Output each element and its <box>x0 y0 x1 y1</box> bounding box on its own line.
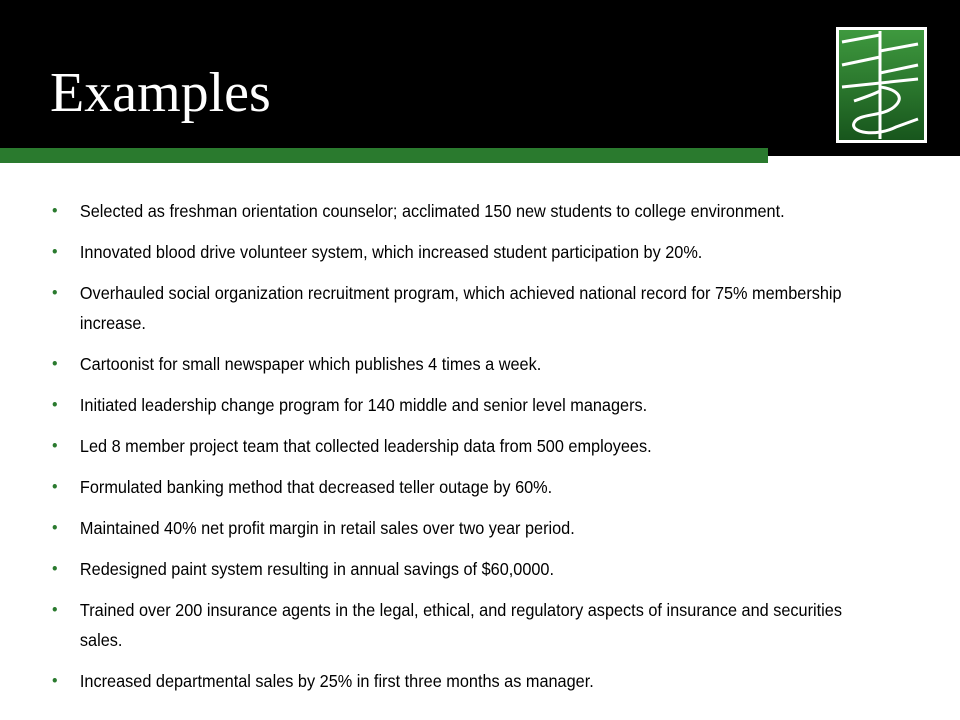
bullet-text: Increased departmental sales by 25% in first three months as manager. <box>79 671 594 691</box>
bullet-icon: • <box>52 559 58 578</box>
bullet-text: Maintained 40% net profit margin in retail sales over two year period. <box>79 518 575 538</box>
green-logo-icon <box>836 27 927 143</box>
bullet-text: Trained over 200 insurance agents in the legal, ethical, and regulatory aspects of insurance and securities sales. <box>79 600 842 650</box>
accent-bar <box>0 148 768 163</box>
bullet-icon: • <box>52 283 58 302</box>
bullet-text: Selected as freshman orientation counselor; acclimated 150 new students to college environment. <box>79 201 785 221</box>
bullet-text: Overhauled social organization recruitment program, which achieved national record for 75% membership increase. <box>79 283 842 333</box>
list-item <box>52 431 852 461</box>
bullet-icon: • <box>52 436 58 455</box>
bullet-text: Innovated blood drive volunteer system, which increased student participation by 20%. <box>79 242 703 262</box>
bullet-text: Redesigned paint system resulting in annual savings of $60,0000. <box>79 559 554 579</box>
list-item <box>52 237 852 267</box>
list-item <box>52 666 852 696</box>
list-item <box>52 595 852 655</box>
list-item <box>52 349 852 379</box>
bullet-icon: • <box>52 354 58 373</box>
list-item <box>52 196 852 226</box>
bullet-list <box>52 196 912 707</box>
bullet-icon: • <box>52 600 58 619</box>
bullet-icon: • <box>52 242 58 261</box>
bullet-text: Initiated leadership change program for 140 middle and senior level managers. <box>79 395 648 415</box>
list-item <box>52 390 852 420</box>
list-item <box>52 278 852 338</box>
bullet-text: Cartoonist for small newspaper which publishes 4 times a week. <box>79 354 542 374</box>
list-item <box>52 554 852 584</box>
bullet-icon: • <box>52 395 58 414</box>
bullet-text: Led 8 member project team that collected leadership data from 500 employees. <box>79 436 652 456</box>
list-item <box>52 513 852 543</box>
bullet-icon: • <box>52 518 58 537</box>
slide-title: Examples <box>50 62 271 124</box>
bullet-text: Formulated banking method that decreased teller outage by 60%. <box>79 477 553 497</box>
bullet-icon: • <box>52 671 58 690</box>
list-item <box>52 472 852 502</box>
bullet-icon: • <box>52 201 58 220</box>
bullet-icon: • <box>52 477 58 496</box>
